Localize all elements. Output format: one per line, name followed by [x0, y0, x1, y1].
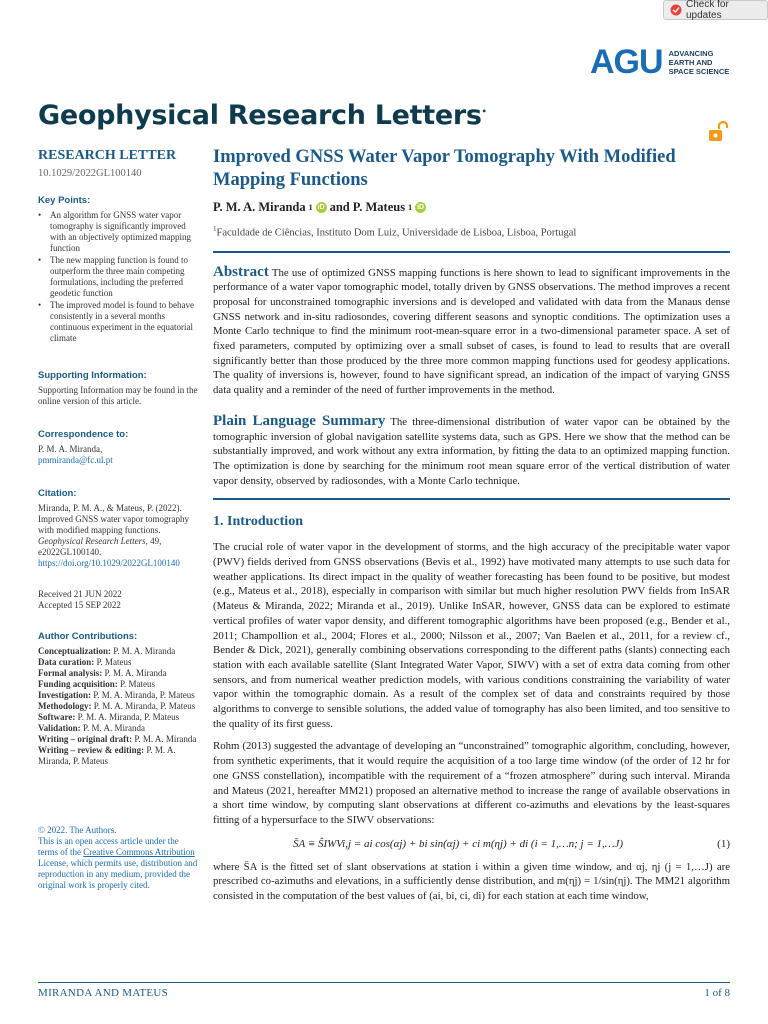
intro-paragraph: where S̄A is the fitted set of slant observations at station i within a given time window, and αj, ηj (j = 1,…J) are prescribed co-azimuths and elevations, in a sufficiently dense distribution, and m(ηj) = 1/sin(ηj). The MM21 algorithm consisted in the computation of the best values of (ai, bi, ci, di) for each station at each time window,	[213, 860, 730, 903]
contribution-role: Formal analysis:	[38, 668, 103, 678]
contributions-list	[38, 646, 198, 767]
article-doi[interactable]: 10.1029/2022GL100140	[38, 168, 142, 179]
citation-text	[38, 503, 198, 569]
copyright: © 2022. The Authors.	[38, 825, 117, 835]
section-heading: 1. Introduction	[213, 514, 303, 530]
correspondence-heading: Correspondence to:	[38, 429, 129, 440]
correspondence-email-link[interactable]: pmmiranda@fc.ul.pt	[38, 455, 113, 465]
equation-body: S̄A ≡ ŜIWVi,j = ai cos(αj) + bi sin(αj) + ci m(ηj) + di (i = 1,…n; j = 1,…J)	[293, 837, 624, 850]
supporting-info-heading: Supporting Information:	[38, 370, 147, 381]
license-pre: This is an open access article under the terms of the	[38, 836, 179, 857]
intro-paragraph: The crucial role of water vapor in the development of storms, and the high accuracy of the precipitable water vapor (PWV) fields derived from GNSS observations (Bevis et al., 1992) have motivated many attempts to use such data for weather applications. Its direct impact in the quality of weather forecasting has been found to be positive, but modest (e.g., Mateus et al., 2018), especially in comparison with similar but much higher resolution PWV fields from InSAR (Mateus & Miranda, 2022; Miranda et al., 2019). Unlike InSAR, however, GNSS data can be explored to estimate vertical profiles of water vapor density, and different tomographic algorithms have been proposed (e.g., Bender et al., 2011; Champollion et al., 2004; Flores et al., 2000; Nilsson et al., 2007; Van Baelen et al., 2011, for a review cf., Bender & Dick, 2021), generally combining observations corresponding to the different paths (slants) connecting each station with each available satellite (Slant Integrated Water Vapor, SIWV) with a set of extra data coming from other sensors, and from numerical weather prediction models, with various conditions constraining the variability of water vapor within the tomographic domain. As a result of the complex set of data and constraints required by those algorithms to converge to sensible solutions, the added value of tomography has also been limited, and too sensitive to the quality of its first guess.	[213, 541, 730, 730]
contribution-names: P. M. A. Miranda	[104, 668, 167, 678]
citation-doi-link[interactable]: https://doi.org/10.1029/2022GL100140	[38, 558, 180, 568]
accepted-date: Accepted 15 SEP 2022	[38, 600, 121, 610]
divider	[213, 498, 730, 500]
footer-authors: MIRANDA AND MATEUS	[38, 987, 169, 999]
divider	[213, 251, 730, 253]
footer-divider	[38, 982, 730, 983]
orcid-icon[interactable]: iD	[317, 204, 325, 211]
key-point: • An algorithm for GNSS water vapor tomography is significantly improved with an objectively optimized mapping function	[38, 210, 198, 254]
author-name: P. Mateus	[352, 200, 406, 214]
contribution-names: P. M. A. Miranda	[134, 734, 197, 744]
contribution-role: Investigation:	[38, 690, 92, 700]
contributions-heading: Author Contributions:	[38, 631, 138, 642]
article-main	[213, 146, 730, 904]
author-name: P. M. A. Miranda	[213, 200, 306, 214]
contribution-names: P. M. A. Miranda	[82, 723, 145, 733]
license-post: License, which permits use, distribution and reproduction in any medium, provided the original work is properly cited.	[38, 858, 198, 890]
agu-logo	[590, 44, 740, 80]
contribution-names: P. M. A. Miranda, P. Mateus	[38, 745, 176, 766]
contribution-role: Software:	[38, 712, 76, 722]
journal-mark: •	[481, 107, 487, 116]
sidebar	[38, 146, 198, 891]
contribution-role: Writing – original draft:	[38, 734, 133, 744]
author-line	[213, 200, 730, 215]
contribution-role: Data curation:	[38, 657, 95, 667]
key-points-heading: Key Points:	[38, 195, 91, 206]
contribution-role: Validation:	[38, 723, 81, 733]
contribution-role: Conceptualization:	[38, 646, 111, 656]
supporting-info-text: Supporting Information may be found in the online version of this article.	[38, 385, 198, 406]
author-affil-sup: 1	[408, 203, 413, 212]
correspondence-name: P. M. A. Miranda,	[38, 444, 103, 454]
author-separator: and	[329, 200, 350, 214]
agu-mark: AGU	[590, 43, 663, 81]
contribution-names: P. Mateus	[96, 657, 132, 667]
equation-number: (1)	[717, 837, 730, 850]
contribution-names: P. M. A. Miranda, P. Mateus	[93, 690, 195, 700]
crossmark-icon	[670, 4, 682, 16]
contribution-names: P. Mateus	[120, 679, 156, 689]
check-for-updates-label: Check for updates	[685, 0, 729, 21]
affil-sup: 1	[213, 225, 217, 233]
author-affil-sup: 1	[308, 203, 313, 212]
license-text	[38, 836, 198, 891]
contribution-names: P. M. A. Miranda, P. Mateus	[93, 701, 196, 711]
key-points-list	[38, 210, 198, 344]
citation-journal: Geophysical Research Letters	[38, 536, 146, 546]
article-title: Improved GNSS Water Vapor Tomography With Modified Mapping Functions	[213, 147, 676, 190]
pls-text: The three-dimensional distribution of water vapor can be obtained by the tomographic inversion of global navigation satellite systems data, such as GPS. Here we show that the method can be substantially improved, and work without any extra information, by fitting the data to an optimized mapping function. The optimization is done by searching for the minimum root mean square error of the vertical distribution of water vapor density, observed by radiosondes, with a Monte Carlo technique.	[213, 415, 730, 487]
key-point: • The improved model is found to behave consistently in a several months continuous experiment in the equatorial climate	[38, 300, 198, 344]
contribution-item	[38, 646, 198, 657]
affiliation-text: Faculdade de Ciências, Instituto Dom Luiz, Universidade de Lisboa, Lisboa, Portugal	[216, 227, 577, 239]
contribution-item	[38, 723, 198, 734]
key-point: • The new mapping function is found to outperform the three main competing formulations, including the preferred geodetic function	[38, 255, 198, 299]
citation-volume: , 49, e2022GL100140.	[38, 536, 162, 557]
agu-tagline	[669, 49, 730, 76]
contribution-role: Funding acquisition:	[38, 679, 118, 689]
journal-name: Geophysical Research Letters	[38, 100, 482, 131]
contribution-item	[38, 701, 198, 712]
contribution-item	[38, 679, 198, 690]
citation-body: Miranda, P. M. A., & Mateus, P. (2022). Improved GNSS water vapor tomography with modified mapping functions.	[38, 503, 189, 535]
license-link[interactable]: Creative Commons Attribution	[83, 847, 195, 857]
agu-tagline-line: SPACE SCIENCE	[668, 66, 730, 76]
contribution-role: Writing – review & editing:	[38, 745, 145, 755]
pls-heading: Plain Language Summary	[213, 412, 386, 429]
orcid-icon[interactable]: iD	[417, 204, 425, 211]
agu-tagline-line: EARTH AND	[668, 57, 713, 67]
open-access-lock-icon	[707, 121, 731, 143]
contribution-role: Methodology:	[38, 701, 92, 711]
affiliation	[213, 225, 730, 239]
abstract	[213, 265, 730, 398]
abstract-heading: Abstract	[213, 263, 269, 280]
contribution-item	[38, 657, 198, 668]
plain-language-summary	[213, 414, 730, 489]
contribution-item	[38, 734, 198, 745]
citation-heading: Citation:	[38, 488, 77, 499]
check-for-updates-button[interactable]	[663, 0, 768, 20]
contribution-item	[38, 690, 198, 701]
intro-paragraph: Rohm (2013) suggested the advantage of developing an “unconstrained” tomographic algorithm, concluding, however, from synthetic experiments, that it would require the acquisition of a too large time window (of the order of 12 hr for one GNSS constellation), incompatible with the requirement of a “frozen atmosphere” during such interval. Miranda and Mateus (2021, hereafter MM21) proposed an alternative method to increase the range of available observations in a short time window, by computing slant observations at different co-azimuths and elevations by the least-squares fitting of a hypersurface to the SIWV observations:	[213, 740, 730, 826]
footer-page-number: 1 of 8	[704, 987, 730, 999]
article-type: RESEARCH LETTER	[38, 148, 177, 163]
contribution-names: P. M. A. Miranda, P. Mateus	[77, 712, 180, 722]
received-date: Received 21 JUN 2022	[38, 589, 122, 599]
contribution-names: P. M. A. Miranda	[113, 646, 176, 656]
contribution-item	[38, 745, 198, 767]
journal-title	[38, 100, 486, 131]
contribution-item	[38, 712, 198, 723]
abstract-text: The use of optimized GNSS mapping functions is here shown to lead to significant improvements in the performance of a water vapor tomographic model, totally driven by GNSS observations. The method improves a recent proposal for unconstrained tomographic inversions and is developed and validated with data from the Manaus dense GNSS network and in-situ radiosondes, covering different seasons and synoptic conditions. The optimization uses a Monte Carlo technique to find the minimum root-mean-square error in a two-dimensional parameter space. A set of fixed parameters, computed by optimizing over a small subset of cases, is found to lead to results that are overall significantly better than those produced by the three more common mapping functions used for geodesy applications. The quality of inversions is, however, found to have significant spread, an indication of the impact of varying GNSS data quality and a reminder of the need of further improvements in the method.	[213, 266, 730, 397]
agu-tagline-line: ADVANCING	[668, 48, 714, 58]
equation-1	[213, 838, 730, 850]
contribution-item	[38, 668, 198, 679]
